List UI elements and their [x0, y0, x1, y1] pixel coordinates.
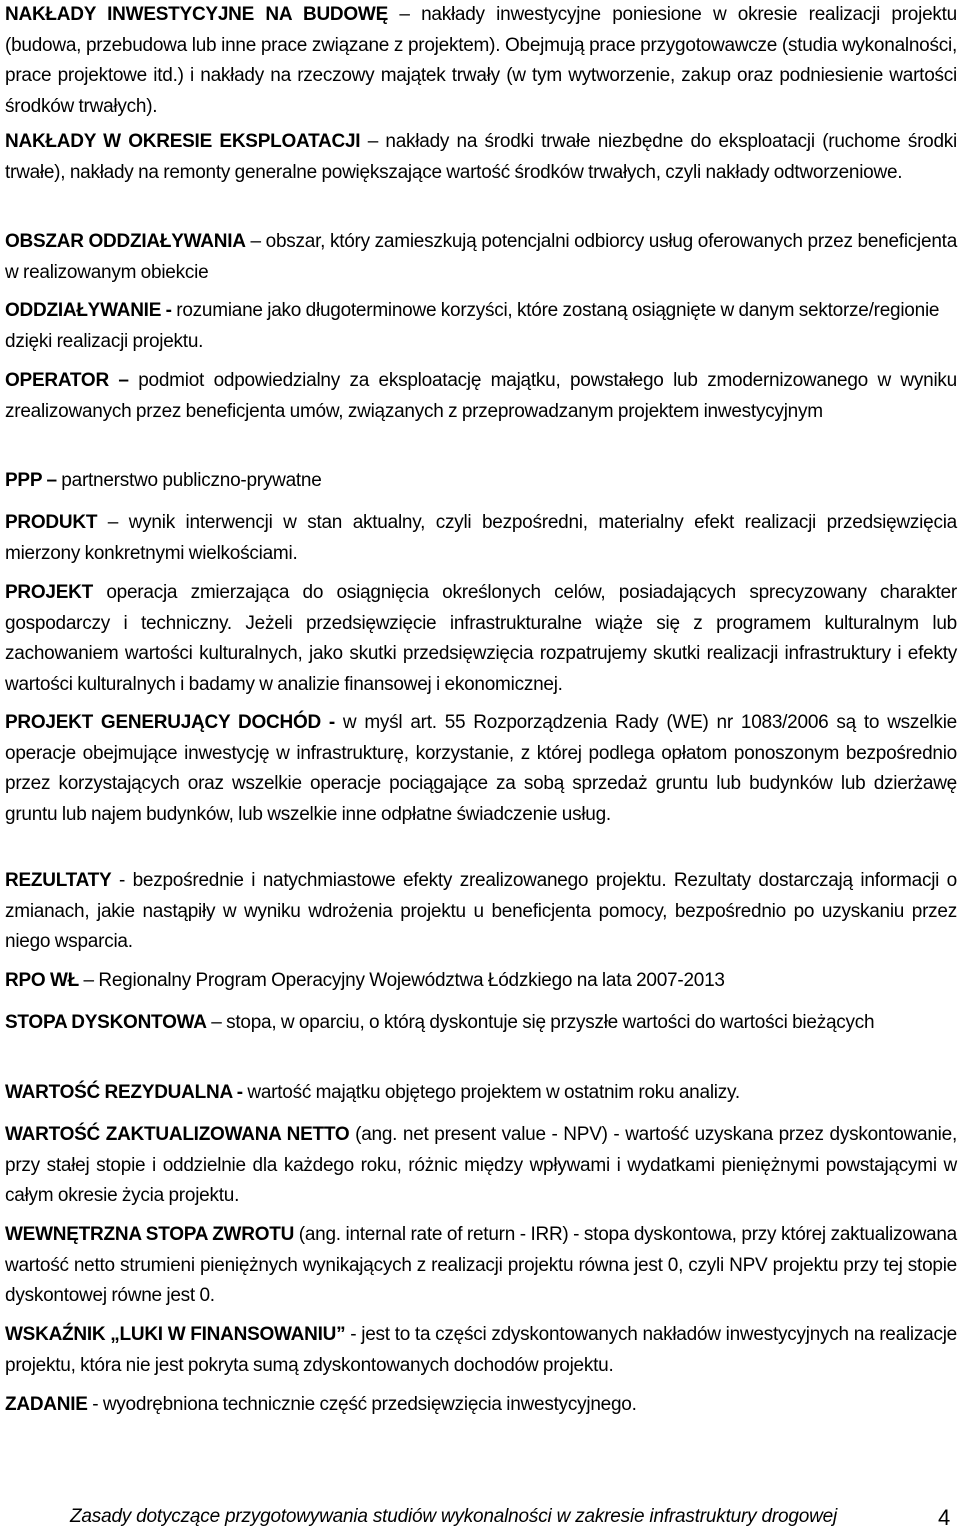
- glossary-definition: - wyodrębniona technicznie część przedsięwzięcia inwestycyjnego.: [87, 1394, 637, 1415]
- glossary-definition: – nakłady inwestycyjne poniesione w okresie realizacji projektu (budowa, przebudowa lub inne prace związane z projektem). Obejmują prace przygotowawcze (studia wykonalności, prace projektowe itd.) i nakłady na rzeczowy majątek trwały (w tym wytworzenie, zakup oraz podniesienie wartości środków trwałych).: [5, 4, 957, 117]
- footer-title: Zasady dotyczące przygotowywania studiów wykonalności w zakresie infrastruktury drogowej: [70, 1506, 838, 1527]
- glossary-definition: – obszar, który zamieszkują potencjalni odbiorcy usług oferowanych przez beneficjenta w realizowanym obiekcie: [5, 231, 958, 283]
- glossary-entry-obszar-oddzialywania: [5, 227, 957, 288]
- glossary-term: REZULTATY: [5, 870, 112, 891]
- glossary-term: PROJEKT GENERUJĄCY DOCHÓD -: [5, 712, 343, 733]
- glossary-term: NAKŁADY W OKRESIE EKSPLOATACJI: [5, 131, 361, 152]
- glossary-definition: partnerstwo publiczno-prywatne: [56, 470, 322, 491]
- glossary-entry-rezultaty: [5, 866, 957, 958]
- glossary-entry-produkt: [5, 508, 957, 569]
- glossary-term: PRODUKT: [5, 512, 98, 533]
- glossary-definition: (ang. internal rate of return - IRR) - stopa dyskontowa, przy której zaktualizowana wartość netto strumieni pieniężnych wynikających z realizacji projektu równa jest 0, czyli NPV projektu przy tej stopie dyskontowej równe jest 0.: [5, 1224, 957, 1306]
- glossary-definition: wartość majątku objętego projektem w ostatnim roku analizy.: [247, 1082, 740, 1103]
- glossary-term: OBSZAR ODDZIAŁYWANIA: [5, 231, 246, 252]
- page-number: 4: [938, 1505, 951, 1530]
- glossary-definition: – Regionalny Program Operacyjny Województwa Łódzkiego na lata 2007-2013: [79, 970, 725, 991]
- glossary-term: PPP –: [5, 470, 57, 491]
- glossary-term: STOPA DYSKONTOWA: [5, 1012, 207, 1033]
- glossary-definition: operacja zmierzająca do osiągnięcia określonych celów, posiadających sprecyzowany charakter gospodarczy i techniczny. Jeżeli przedsięwzięcie infrastrukturalne wiąże się z programem kulturalnym lub zachowaniem wartości kulturalnych, jako skutki przedsięwzięcia rozpatrujemy skutki realizacji infrastruktury i efekty wartości kulturalnych i badamy w analizie finansowej i ekonomicznej.: [5, 582, 957, 695]
- glossary-term: RPO WŁ: [5, 970, 79, 991]
- glossary-definition: (ang. net present value - NPV) - wartość uzyskana przez dyskontowanie, przy stałej stopie i oddzielnie dla każdego roku, różnic między wpływami i wydatkami pieniężnymi powstającymi w całym okresie życia projektu.: [5, 1124, 957, 1206]
- glossary-definition: podmiot odpowiedzialny za eksploatację majątku, powstałego lub zmodernizowanego w wyniku zrealizowanych przez beneficjenta umów, związanych z przeprowadzanym projektem inwestycyjnym: [5, 370, 957, 422]
- glossary-entry-luka-w-finansowaniu: [5, 1320, 957, 1381]
- glossary-definition: – wynik interwencji w stan aktualny, czyli bezpośredni, materialny efekt realizacji przedsięwzięcia mierzony konkretnymi wielkościami.: [5, 512, 957, 564]
- glossary-entry-ppp: [5, 466, 957, 497]
- glossary-term: ODDZIAŁYWANIE -: [5, 300, 172, 321]
- glossary-term: NAKŁADY INWESTYCYJNE NA BUDOWĘ: [5, 4, 389, 25]
- glossary-entry-operator: [5, 366, 957, 427]
- glossary-entry-projekt-generujacy-dochod: [5, 708, 957, 830]
- glossary-entry-naklady-eksploatacji: [5, 127, 957, 188]
- glossary-entry-irr: [5, 1220, 957, 1312]
- glossary-term: WEWNĘTRZNA STOPA ZWROTU: [5, 1224, 295, 1245]
- glossary-definition: - jest to ta części zdyskontowanych nakładów inwestycyjnych na realizacje projektu, która nie jest pokryta sumą zdyskontowanych dochodów projektu.: [5, 1324, 957, 1376]
- glossary-term: PROJEKT: [5, 582, 93, 603]
- glossary-entry-npv: [5, 1120, 957, 1212]
- glossary-entry-zadanie: [5, 1390, 957, 1421]
- glossary-definition: rozumiane jako długoterminowe korzyści, które zostaną osiągnięte w danym sektorze/regionie dzięki realizacji projektu.: [5, 300, 940, 352]
- glossary-definition: w myśl art. 55 Rozporządzenia Rady (WE) nr 1083/2006 są to wszelkie operacje obejmujące inwestycję w infrastrukturę, korzystanie, z której podlega opłatom ponoszonym bezpośrednio przez korzystających oraz wszelkie operacje pociągające za sobą sprzedaż gruntu lub budynków lub dzierżawę gruntu lub najem budynków, lub wszelkie inne odpłatne świadczenie usług.: [5, 712, 957, 825]
- glossary-definition: – nakłady na środki trwałe niezbędne do eksploatacji (ruchome środki trwałe), nakłady na remonty generalne powiększające wartość środków trwałych, czyli nakłady odtworzeniowe.: [5, 131, 958, 183]
- glossary-entry-rpo-wl: [5, 966, 957, 997]
- glossary-term: WSKAŹNIK „LUKI W FINANSOWANIU”: [5, 1324, 346, 1345]
- glossary-definition: – stopa, w oparciu, o którą dyskontuje się przyszłe wartości do wartości bieżących: [206, 1012, 875, 1033]
- glossary-term: OPERATOR –: [5, 370, 129, 391]
- glossary-term: WARTOŚĆ ZAKTUALIZOWANA NETTO: [5, 1124, 350, 1145]
- glossary-entry-wartosc-rezydualna: [5, 1078, 957, 1109]
- glossary-term: ZADANIE: [5, 1394, 88, 1415]
- glossary-entry-naklady-inwestycyjne: [5, 0, 957, 122]
- glossary-entry-stopa-dyskontowa: [5, 1008, 957, 1039]
- glossary-entry-oddzialywanie: [5, 296, 957, 357]
- glossary-definition: - bezpośrednie i natychmiastowe efekty zrealizowanego projektu. Rezultaty dostarczają informacji o zmianach, jakie nastąpiły w wyniku wdrożenia projektu u beneficjenta pomocy, bezpośrednio po uzyskaniu przez niego wsparcia.: [5, 870, 957, 952]
- glossary-term: WARTOŚĆ REZYDUALNA -: [5, 1082, 248, 1103]
- glossary-entry-projekt: [5, 578, 957, 700]
